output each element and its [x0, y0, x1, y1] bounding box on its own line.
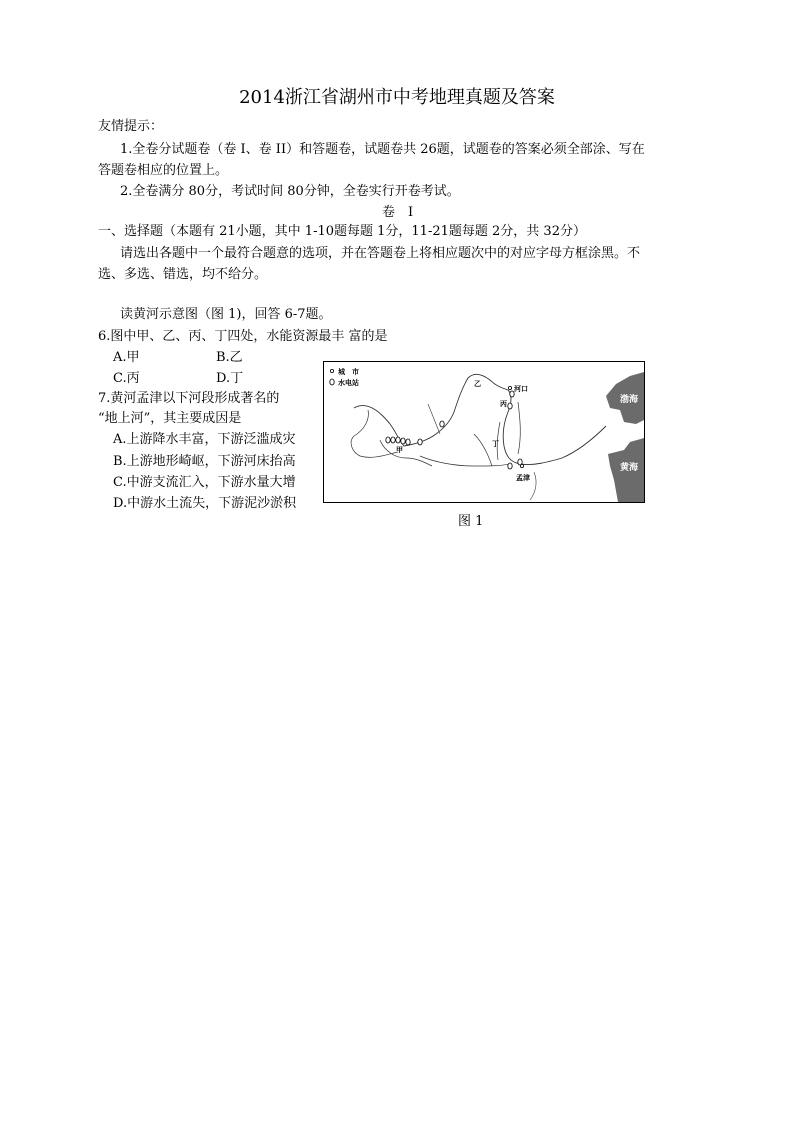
label-jia: 甲 — [396, 446, 403, 454]
river-tributary — [428, 404, 440, 434]
legend-station-label: 水电站 — [338, 379, 359, 387]
question-6-option-b: B.乙 — [216, 350, 243, 365]
legend-city-symbol — [330, 369, 333, 372]
river-tributary — [518, 402, 520, 454]
legend-station-symbol — [330, 379, 334, 385]
question-7-stem: 7.黄河孟津以下河段形成著名的 — [98, 391, 280, 406]
notice-item-1-cont: 答题卷相应的位置上。 — [98, 163, 229, 178]
hydropower-station-icon — [406, 439, 410, 445]
city-mengjin-icon — [520, 464, 523, 467]
hydropower-station-icon — [401, 438, 405, 444]
question-6-option-a: A.甲 — [113, 350, 140, 365]
river-tributary — [530, 472, 536, 500]
label-yi: 乙 — [474, 380, 481, 388]
hydropower-station-icon — [386, 437, 390, 443]
section-instruction: 请选出各题中一个最符合题意的选项，并在答题卷上将相应题次中的对应字母方框涂黑。不 — [120, 246, 641, 261]
hydropower-station-icon — [418, 439, 422, 445]
river-tributary — [420, 456, 510, 466]
question-7-option-a: A.上游降水丰富，下游泛滥成灾 — [113, 432, 296, 447]
question-7-stem-cont: “地上河”，其主要成因是 — [98, 411, 242, 426]
section-heading: 一、选择题（本题有 21小题，其中 1-10题每题 1分，11-21题每题 2分，共 32分） — [98, 224, 586, 239]
section-instruction-cont: 选、多选、错选，均不给分。 — [98, 267, 268, 282]
notice-heading: 友情提示： — [98, 119, 164, 134]
figure-caption: 图 1 — [458, 514, 484, 529]
label-huanghai: 黄海 — [620, 463, 639, 473]
question-intro: 读黄河示意图（图 1)，回答 6-7题。 — [120, 307, 332, 322]
notice-item-1: 1.全卷分试题卷（卷 I、卷 II）和答题卷，试题卷共 26题，试题卷的答案必须全部涂、写在 — [120, 142, 645, 157]
hydropower-station-icon — [396, 437, 400, 443]
yellow-river-map — [323, 361, 645, 503]
question-7-option-d: D.中游水土流失，下游泥沙淤积 — [113, 496, 297, 511]
hydropower-station-icon — [391, 437, 395, 443]
page-title: 2014浙江省湖州市中考地理真题及答案 — [239, 87, 555, 108]
question-7-option-b: B.上游地形崎岖，下游河床抬高 — [113, 454, 296, 469]
river-tributary — [474, 434, 492, 466]
hydropower-station-icon — [440, 421, 444, 427]
hydropower-station-icon — [508, 463, 512, 469]
question-7-option-c: C.中游支流汇入，下游水量大增 — [113, 475, 296, 490]
label-bohai: 渤海 — [620, 395, 639, 405]
label-ding: 丁 — [492, 440, 499, 448]
question-6-option-d: D.丁 — [216, 371, 244, 386]
legend-city-label: 城 市 — [338, 368, 359, 376]
label-mengjin: 孟津 — [516, 474, 530, 482]
city-hekou-icon — [508, 386, 511, 389]
river-tributary — [351, 410, 398, 457]
notice-item-2: 2.全卷满分 80分，考试时间 80分钟，全卷实行开卷考试。 — [120, 184, 460, 199]
question-6-option-c: C.丙 — [113, 371, 140, 386]
question-6-stem: 6.图中甲、乙、丙、丁四处，水能资源最丰 富的是 — [98, 329, 388, 344]
hydropower-station-icon — [508, 403, 512, 409]
label-hekou: 河口 — [514, 385, 528, 393]
label-bing: 丙 — [500, 400, 507, 408]
section-label: 卷 I — [382, 205, 414, 220]
